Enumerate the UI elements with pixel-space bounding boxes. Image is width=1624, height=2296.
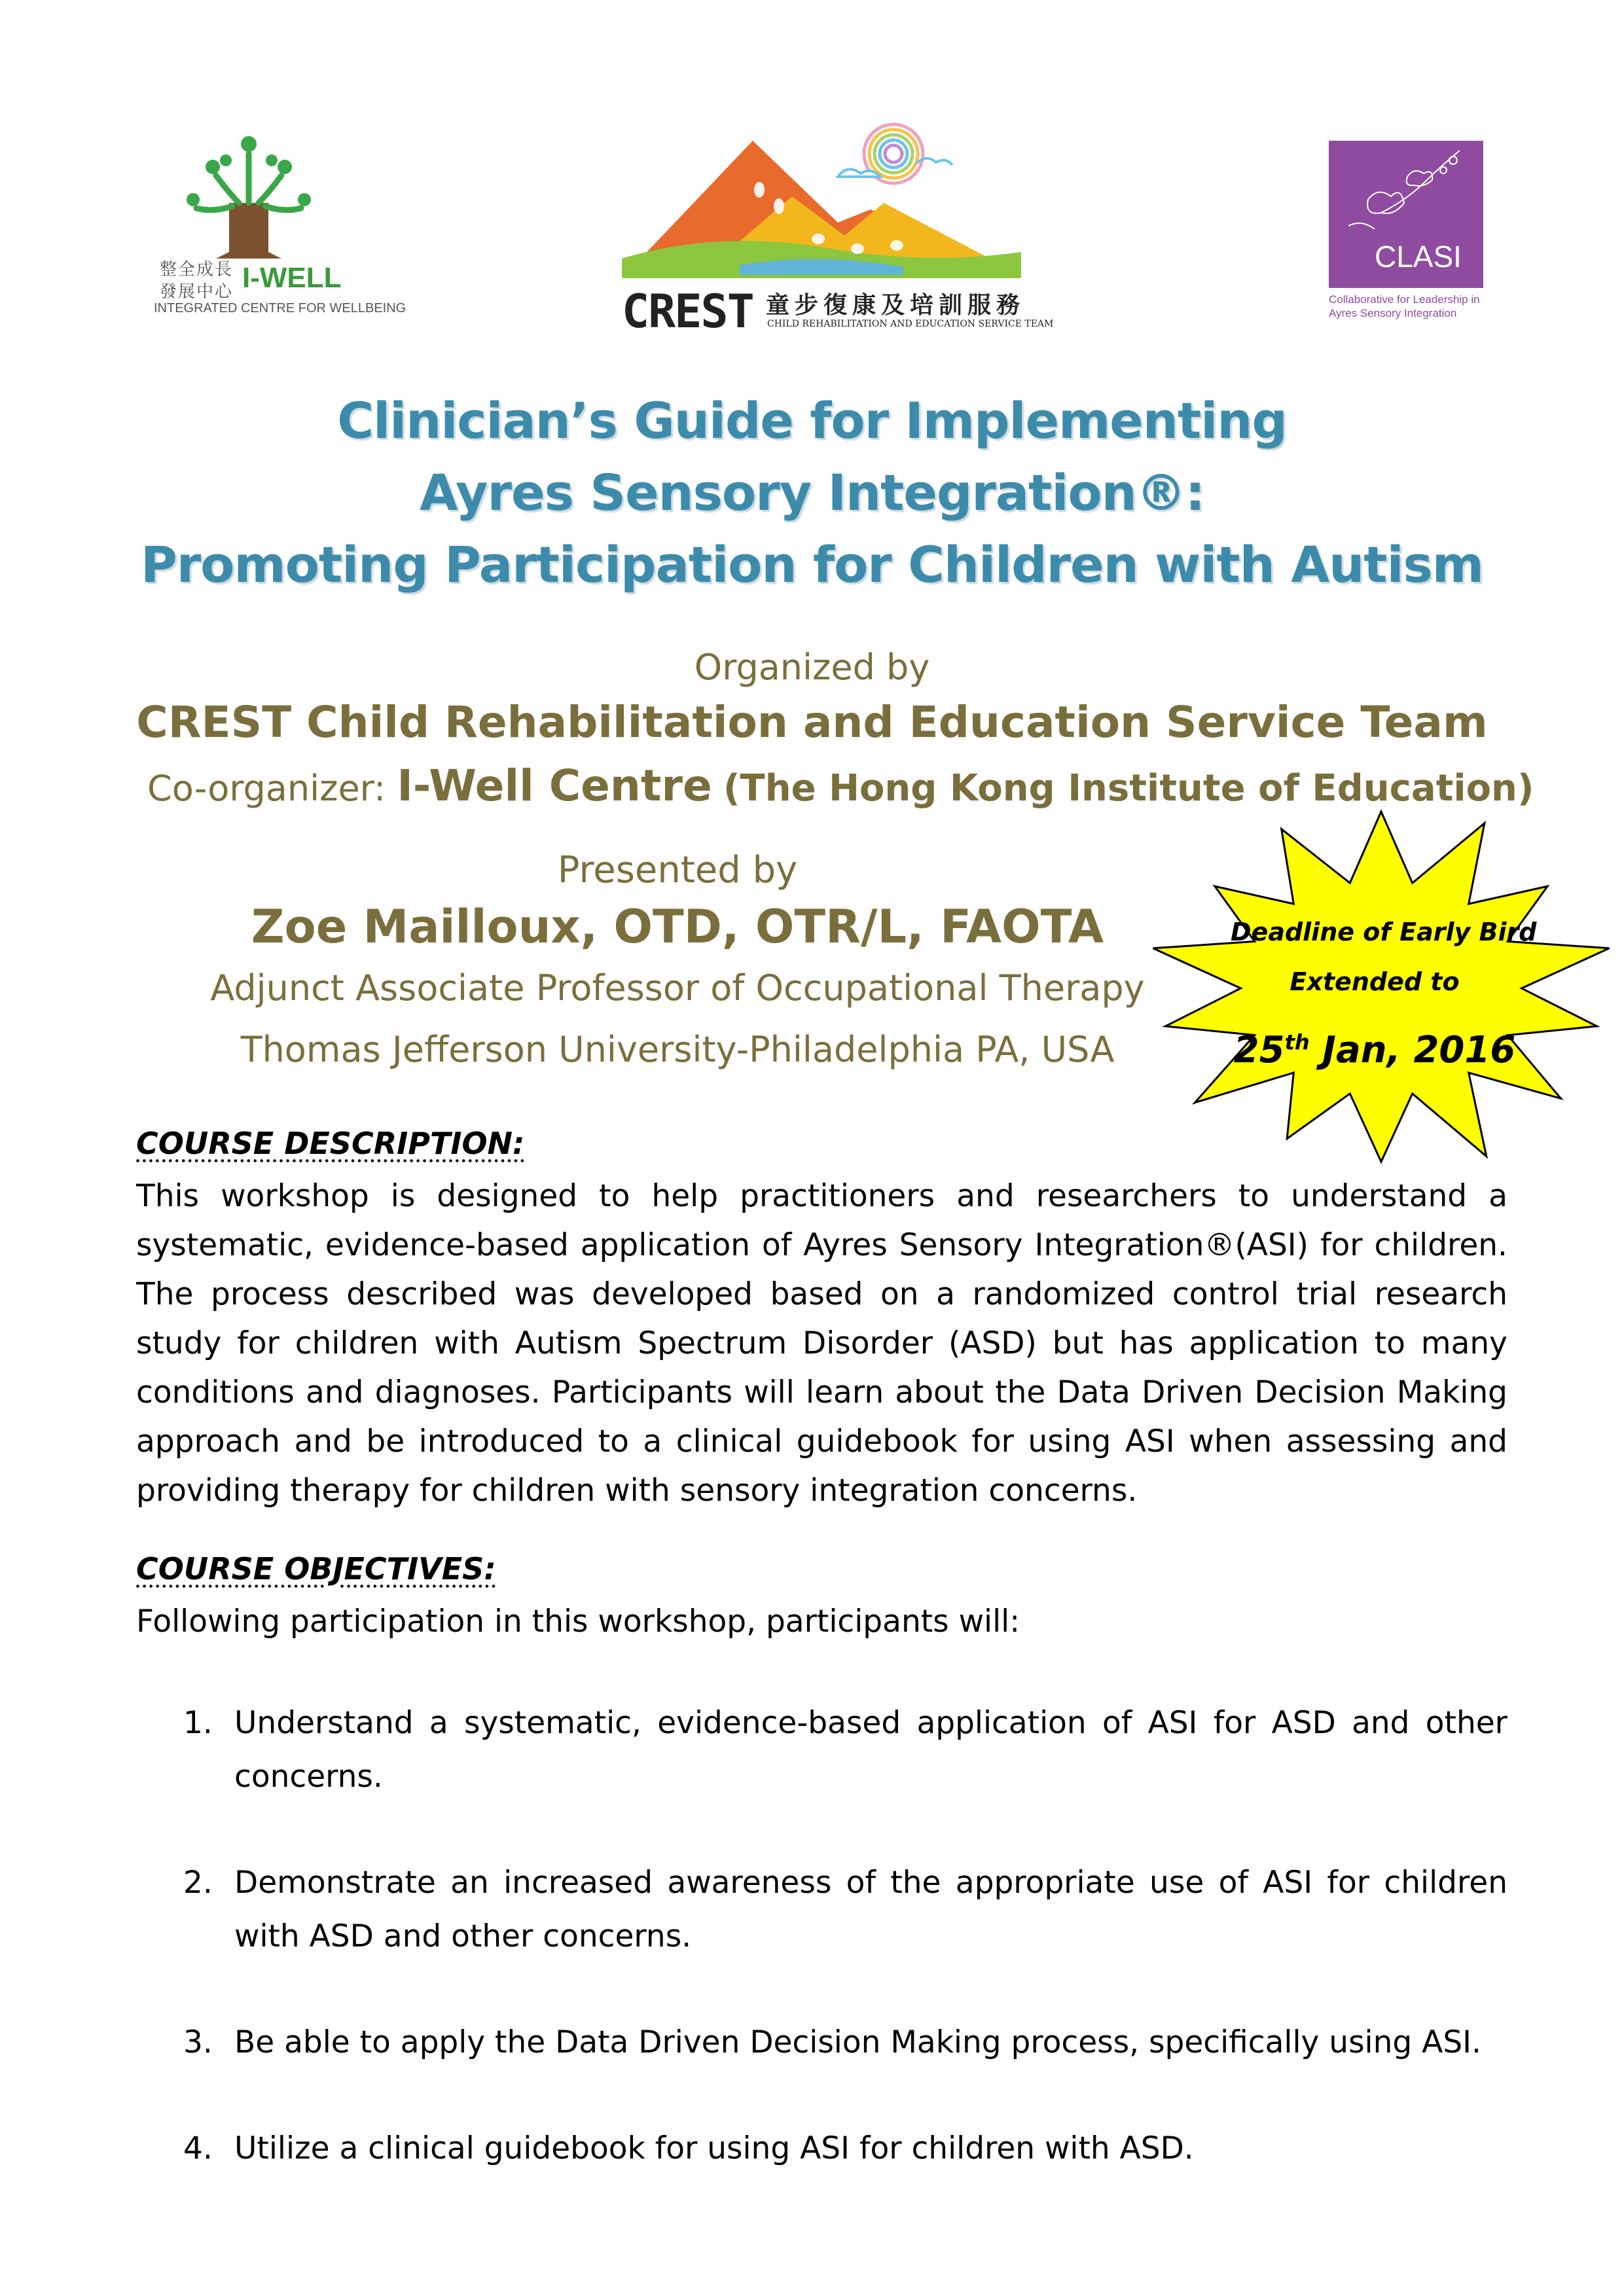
presenter-name: Zoe Mailloux, OTD, OTR/L, FAOTA bbox=[251, 900, 1104, 954]
title-line-3: Promoting Participation for Children with Autism bbox=[141, 535, 1483, 594]
clasi-subtitle: Collaborative for Leadership in Ayres Sensory Integration bbox=[1329, 293, 1480, 319]
course-objectives-intro: Following participation in this workshop, participants will: bbox=[136, 1604, 1020, 1640]
course-objectives-heading: COURSE OBJECTIVES: bbox=[136, 1551, 496, 1587]
clasi-logo bbox=[1329, 141, 1499, 331]
tree-icon bbox=[144, 131, 353, 262]
objective-text: Utilize a clinical guidebook for using ASI for children with ASD. bbox=[234, 2130, 1194, 2166]
objective-text: Be able to apply the Data Driven Decision Making process, specifically using ASI. bbox=[234, 2024, 1481, 2060]
orchid-icon bbox=[1329, 141, 1483, 239]
course-description-heading: COURSE DESCRIPTION: bbox=[136, 1126, 525, 1161]
iwell-chinese-name: 整全成長 發展中心 bbox=[159, 260, 233, 302]
crest-chinese-name: 童步復康及培訓服務 bbox=[766, 292, 1026, 319]
deadline-date: 25th Jan, 2016 bbox=[1233, 1029, 1516, 1071]
presenter-affiliation: Thomas Jefferson University-Philadelphia PA, USA bbox=[240, 1029, 1115, 1070]
deadline-extended-label: Extended to bbox=[1290, 967, 1460, 996]
organized-by-label: Organized by bbox=[694, 647, 930, 688]
objective-number: 2. bbox=[183, 1865, 213, 1901]
objective-number: 3. bbox=[183, 2024, 213, 2060]
clasi-logo-box bbox=[1329, 141, 1483, 288]
objective-number: 4. bbox=[183, 2130, 213, 2166]
presenter-title: Adjunct Associate Professor of Occupational Therapy bbox=[210, 967, 1145, 1009]
organizer-name: CREST Child Rehabilitation and Education Service Team bbox=[136, 697, 1488, 747]
course-description-text: This workshop is designed to help practitioners and researchers to understand a systematic, evidence-based application of Ayres Sensory Integration®(ASI) for children. The process described was developed based on a randomized control trial research study for children with Autism Spectrum Disorder (ASD) but has application to many conditions and diagnoses. Participants will learn about the Data Driven Decision Making approach and be introduced to a clinical guidebook for using ASI when assessing and providing therapy for children with sensory integration concerns. bbox=[136, 1178, 1507, 1509]
objective-text: Understand a systematic, evidence-based application of ASI for ASD and other concerns. bbox=[234, 1705, 1507, 1795]
deadline-label: Deadline of Early Bird bbox=[1231, 918, 1537, 946]
co-organizer-label: Co-organizer: bbox=[147, 768, 386, 809]
objective-text: Demonstrate an increased awareness of the appropriate use of ASI for children with ASD and other concerns. bbox=[234, 1865, 1507, 1954]
title-line-1: Clinician’s Guide for Implementing bbox=[337, 391, 1287, 450]
co-organizer-name: I-Well Centre bbox=[397, 761, 712, 811]
iwell-subtitle: INTEGRATED CENTRE FOR WELLBEING bbox=[154, 301, 406, 315]
objective-number: 1. bbox=[183, 1705, 213, 1741]
presented-by-label: Presented by bbox=[557, 849, 798, 891]
crest-name: CREST bbox=[622, 285, 753, 338]
crest-logo bbox=[622, 118, 1054, 340]
co-organizer-institution: (The Hong Kong Institute of Education) bbox=[723, 767, 1534, 810]
iwell-logo bbox=[144, 131, 406, 327]
crest-subtitle: CHILD REHABILITATION AND EDUCATION SERVICE TEAM bbox=[767, 319, 1054, 329]
title-line-2: Ayres Sensory Integration®: bbox=[419, 463, 1205, 522]
iwell-name: I-WELL bbox=[242, 262, 342, 294]
clasi-name: CLASI bbox=[1375, 240, 1462, 274]
mountains-icon bbox=[622, 118, 1028, 281]
